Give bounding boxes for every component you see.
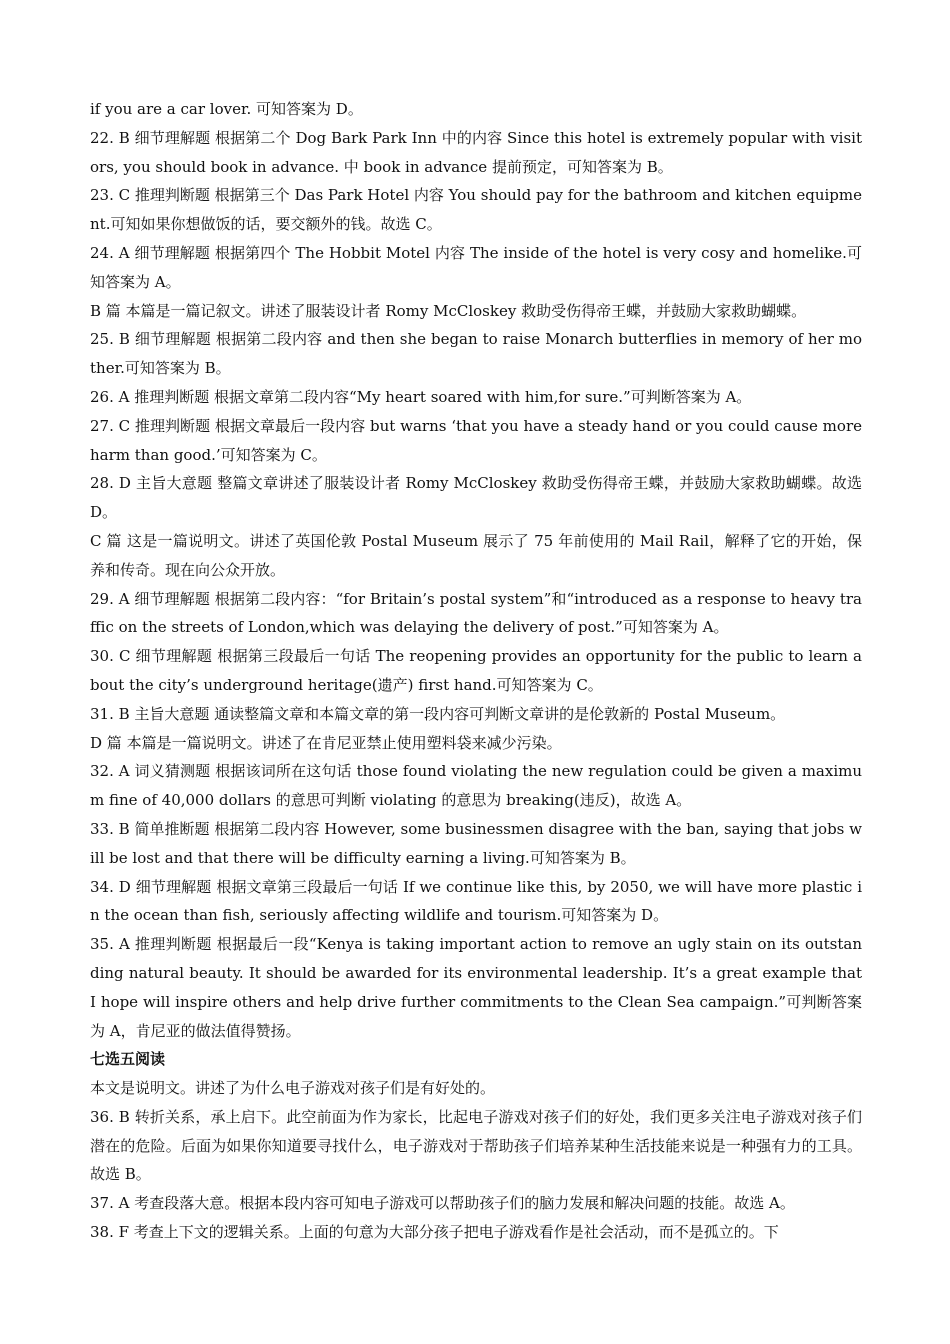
answer-23: 23. C 推理判断题 根据第三个 Das Park Hotel 内容 You should pay for the bathroom and kitchen equipment.可知如果你想做饭的话，要交额外的钱。故选 C。	[90, 186, 862, 234]
answer-33: 33. B 简单推断题 根据第二段内容 However, some businessmen disagree with the ban, saying that jobs will be lost and that there will be difficulty earning a living.可知答案为 B。	[90, 819, 862, 867]
answer-32: 32. A 词义猜测题 根据该词所在这句话 those found violating the new regulation could be given a maximum fine of 40,000 dollars 的意思可判断 violating 的意思为 breaking(违反)，故选 A。	[90, 762, 862, 810]
answer-29: 29. A 细节理解题 根据第二段内容：“for Britain’s postal system”和“introduced as a response to heavy traffic on the streets of London,which was delaying the delivery of post.”可知答案为 A。	[90, 589, 862, 637]
answer-21-tail: if you are a car lover. 可知答案为 D。	[90, 100, 363, 118]
answer-31: 31. B 主旨大意题 通读整篇文章和本篇文章的第一段内容可判断文章讲的是伦敦新的 Postal Museum。	[90, 704, 786, 723]
passage-d-intro: D 篇 本篇是一篇说明文。讲述了在肯尼亚禁止使用塑料袋来减少污染。	[90, 733, 562, 752]
passage-c-intro: C 篇 这是一篇说明文。讲述了英国伦敦 Postal Museum 展示了 75 年前使用的 Mail Rail，解释了它的开始，保养和传奇。现在向公众开放。	[90, 531, 862, 579]
answer-38: 38. F 考查上下文的逻辑关系。上面的句意为大部分孩子把电子游戏看作是社会活动，而不是孤立的。下	[90, 1223, 779, 1242]
passage-b-intro: B 篇 本篇是一篇记叙文。讲述了服装设计者 Romy McCloskey 救助受伤得帝王蝶，并鼓励大家救助蝴蝶。	[90, 301, 807, 320]
answer-30: 30. C 细节理解题 根据第三段最后一句话 The reopening provides an opportunity for the public to learn about the city’s underground heritage(遗产) first hand.可知答案为 C。	[90, 647, 862, 694]
answer-34: 34. D 细节理解题 根据文章第三段最后一句话 If we continue like this, by 2050, we will have more plastic in the ocean than fish, seriously affecting wildlife and tourism.可知答案为 D。	[90, 877, 862, 925]
answer-35: 35. A 推理判断题 根据最后一段“Kenya is taking important action to remove an ugly stain on its outstanding natural beauty. It should be awarded for its environmental leadership. It’s a great example that I hope will inspire others and help drive further commitments to the Clean Sea campaign.”可判断答案为 A，肯尼亚的做法值得赞扬。	[90, 935, 862, 1040]
answer-26: 26. A 推理判断题 根据文章第二段内容“My heart soared with him,for sure.”可判断答案为 A。	[90, 387, 752, 406]
answer-27: 27. C 推理判断题 根据文章最后一段内容 but warns ‘that you have a steady hand or you could cause more harm than good.’可知答案为 C。	[90, 416, 862, 464]
answer-28: 28. D 主旨大意题 整篇文章讲述了服装设计者 Romy McCloskey 救助受伤得帝王蝶，并鼓励大家救助蝴蝶。故选 D。	[90, 474, 862, 522]
answer-36: 36. B 转折关系，承上启下。此空前面为作为家长，比起电子游戏对孩子们的好处，我们更多关注电子游戏对孩子们潜在的危险。后面为如果你知道要寻找什么，电子游戏对于帮助孩子们培养某种生活技能来说是一种强有力的工具。故选 B。	[90, 1107, 862, 1184]
section-heading-seven-choose-five: 七选五阅读	[90, 1050, 166, 1069]
answer-37: 37. A 考查段落大意。根据本段内容可知电子游戏可以帮助孩子们的脑力发展和解决问题的技能。故选 A。	[90, 1194, 795, 1213]
answer-25: 25. B 细节理解题 根据第二段内容 and then she began to raise Monarch butterflies in memory of her mother.可知答案为 B。	[90, 330, 862, 378]
section-intro: 本文是说明文。讲述了为什么电子游戏对孩子们是有好处的。	[90, 1079, 496, 1098]
answer-24: 24. A 细节理解题 根据第四个 The Hobbit Motel 内容 The inside of the hotel is very cosy and homelike.可知答案为 A。	[90, 243, 862, 291]
document-page	[90, 95, 862, 1247]
answer-22: 22. B 细节理解题 根据第二个 Dog Bark Park Inn 中的内容 Since this hotel is extremely popular with visitors, you should book in advance. 中 book in advance 提前预定，可知答案为 B。	[90, 128, 862, 176]
